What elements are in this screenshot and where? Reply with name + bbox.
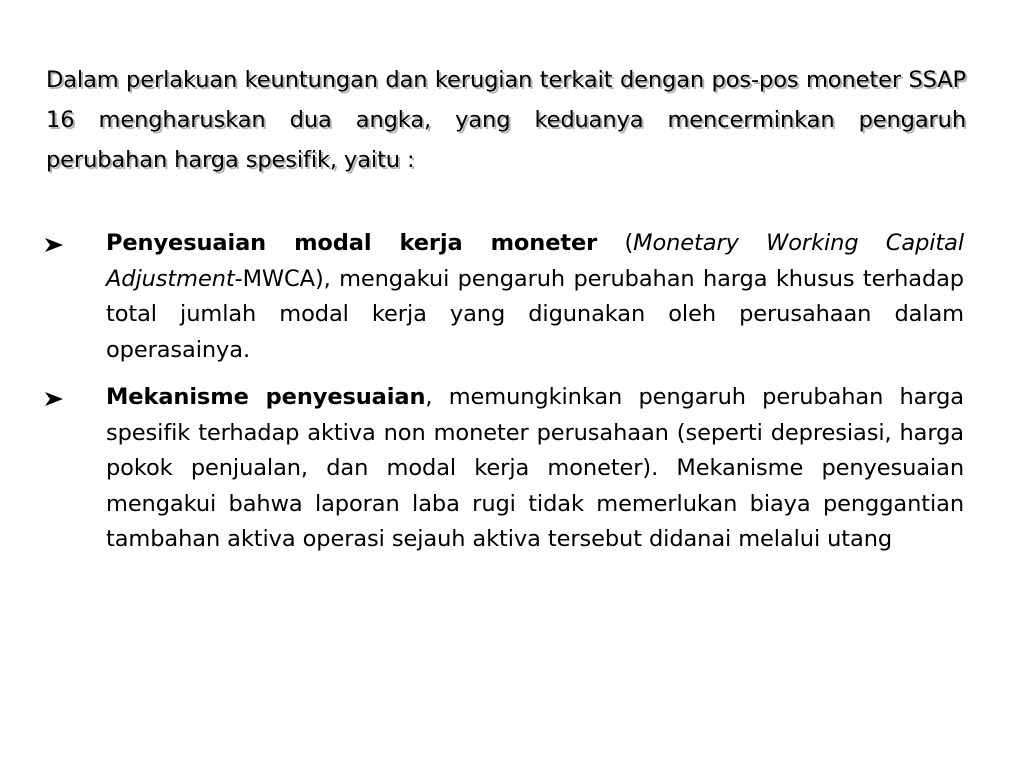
bullet-item: [44, 380, 964, 558]
bullet-text: -MWCA), mengakui pengaruh perubahan harga khusus terhadap total jumlah modal kerja yang digunakan oleh perusahaan dalam operasainya.: [106, 265, 964, 363]
slide-title: Dalam perlakuan keuntungan dan kerugian terkait dengan pos-pos moneter SSAP 16 mengharuskan dua angka, yang keduanya mencerminkan pengaruh perubahan harga spesifik, yaitu :: [46, 67, 966, 173]
bullet-list: [44, 226, 964, 570]
bullet-text: , memungkinkan pengaruh perubahan harga spesifik terhadap aktiva non moneter perusahaan (seperti depresiasi, harga pokok penjualan, dan modal kerja moneter). Mekanisme penyesuaian mengakui bahwa laporan laba rugi tidak memerlukan biaya penggantian tambahan aktiva operasi sejauh aktiva tersebut didanai melalui utang: [106, 384, 964, 552]
bullet-english-term: Monetary Working Capital Adjustment: [106, 230, 964, 292]
bullet-term: Mekanisme penyesuaian: [106, 384, 426, 410]
arrow-bullet-icon: [44, 391, 64, 407]
arrow-bullet-icon: [44, 237, 64, 253]
bullet-item: [44, 226, 964, 368]
bullet-paren: (: [597, 230, 634, 256]
bullet-term: Penyesuaian modal kerja moneter: [106, 230, 598, 256]
